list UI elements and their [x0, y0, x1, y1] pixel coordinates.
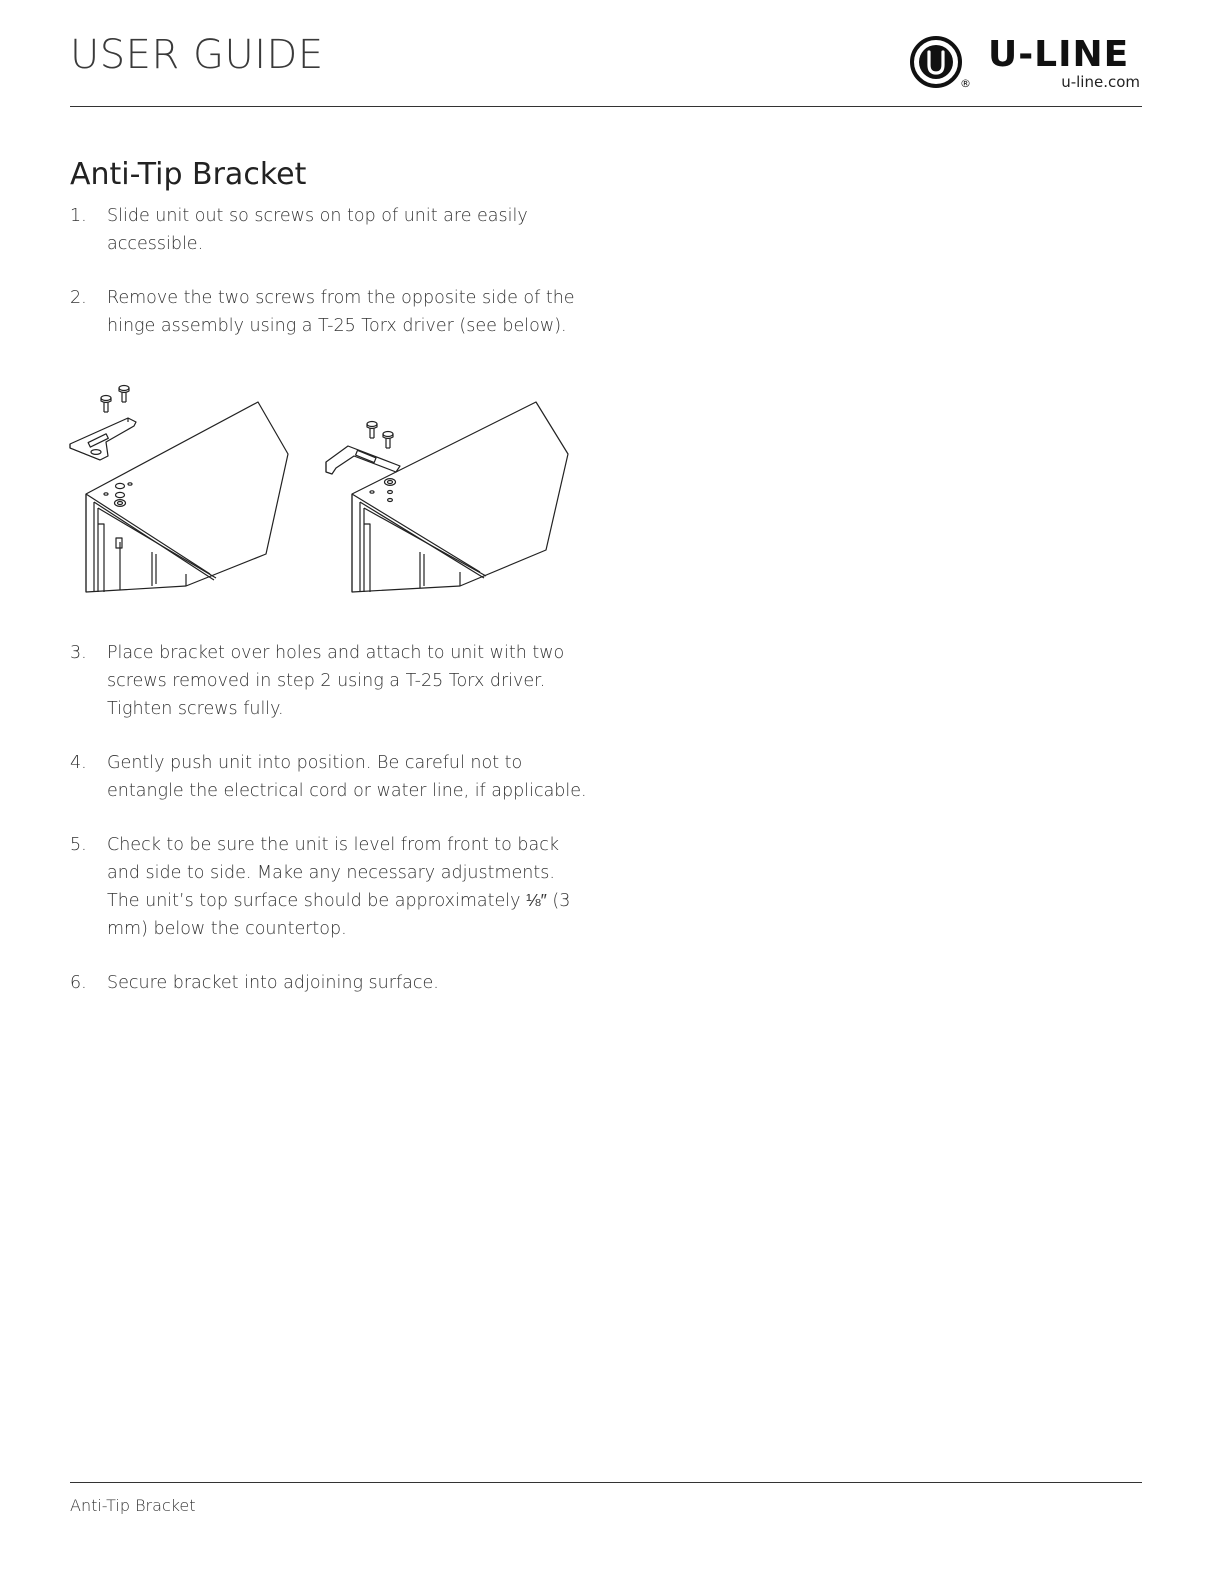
u-line-logo-icon — [910, 34, 972, 90]
footer-divider — [70, 1482, 1142, 1483]
screw-icon — [119, 386, 129, 403]
step-number: 1. — [70, 206, 87, 226]
header-divider — [70, 106, 1142, 107]
step-text: Remove the two screws from the opposite side of the hinge assembly using a T-25 Torx driver (see below). — [107, 288, 575, 336]
instruction-step — [70, 202, 590, 258]
instruction-step — [70, 969, 590, 997]
brand-url[interactable]: u-line.com — [1061, 73, 1140, 91]
unit-after-illustration — [326, 402, 568, 592]
step-text: Secure bracket into adjoining surface. — [107, 973, 439, 993]
screw-icon — [367, 422, 377, 439]
instruction-step — [70, 749, 590, 805]
step-text: Slide unit out so screws on top of unit are easily accessible. — [107, 206, 528, 254]
step-number: 5. — [70, 835, 87, 855]
step-number: 3. — [70, 643, 87, 663]
u-line-wordmark — [988, 32, 1138, 72]
step-text: Gently push unit into position. Be careful not to entangle the electrical cord or water line, if applicable. — [107, 753, 587, 801]
screw-icon — [383, 432, 393, 449]
step-text: Check to be sure the unit is level from front to back and side to side. Make any necessary adjustments. The unit’s top surface should be approximately ⅛″ (3 mm) below the countertop. — [107, 835, 571, 939]
instruction-step — [70, 831, 590, 943]
brand-logo — [910, 32, 1142, 92]
instruction-list-part-1 — [70, 202, 590, 366]
unit-before-illustration — [70, 386, 288, 593]
step-text: Place bracket over holes and attach to unit with two screws removed in step 2 using a T-25 Torx driver. Tighten screws fully. — [107, 643, 565, 719]
section-heading: Anti-Tip Bracket — [70, 156, 307, 192]
instruction-step — [70, 284, 590, 340]
step-number: 2. — [70, 288, 87, 308]
instruction-list-part-2 — [70, 639, 590, 1023]
instruction-step — [70, 639, 590, 723]
svg-text:U-LINE: U-LINE — [988, 34, 1130, 72]
screw-icon — [101, 396, 111, 413]
footer-section-label: Anti-Tip Bracket — [70, 1496, 196, 1515]
step-number: 4. — [70, 753, 87, 773]
bracket-installation-illustration — [64, 378, 576, 602]
step-number: 6. — [70, 973, 87, 993]
svg-text:®: ® — [960, 77, 971, 90]
document-title: USER GUIDE — [70, 32, 324, 78]
